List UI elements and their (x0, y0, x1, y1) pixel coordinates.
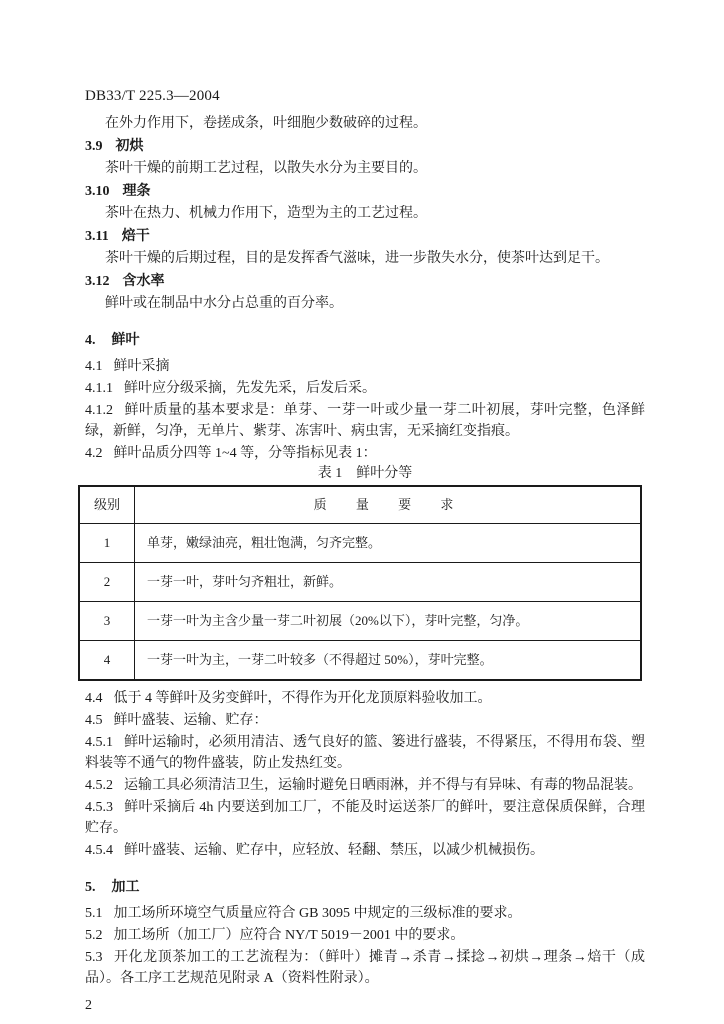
clause-4-5 (85, 710, 645, 731)
clause-text: 鲜叶采摘 (113, 359, 170, 374)
quality-cell: 单芽，嫩绿油亮，粗壮饱满，匀齐完整。 (135, 524, 642, 563)
term-heading-3-9 (85, 135, 645, 157)
clause-number: 4.5.3 (85, 800, 113, 815)
clause-number: 5.1 (85, 906, 103, 921)
term-title: 初烘 (115, 137, 144, 153)
table-row (79, 602, 641, 641)
clause-text: 鲜叶盛装、运输、贮存中，应轻放、轻翻、禁压，以减少机械损伤。 (124, 843, 544, 858)
term-number: 3.9 (85, 139, 103, 154)
clause-number: 4.5 (85, 713, 103, 728)
grade-cell: 1 (79, 524, 135, 563)
table-row (79, 524, 641, 563)
section-number: 5. (85, 880, 96, 895)
term-title: 理条 (122, 182, 151, 198)
clause-number: 5.2 (85, 928, 103, 943)
clause-4-5-4 (85, 840, 645, 861)
term-definition-3-10: 茶叶在热力、机械力作用下，造型为主的工艺过程。 (105, 206, 427, 221)
term-heading-3-12 (85, 270, 645, 292)
clause-text: 加工场所环境空气质量应符合 GB 3095 中规定的三级标准的要求。 (113, 906, 522, 921)
quality-cell: 一芽一叶为主含少量一芽二叶初展（20%以下），芽叶完整，匀净。 (135, 602, 642, 641)
table-header-row (79, 486, 641, 524)
quality-cell: 一芽一叶为主，一芽二叶较多（不得超过 50%），芽叶完整。 (135, 641, 642, 681)
fresh-leaf-grade-table (78, 485, 642, 681)
page-number: 2 (85, 998, 92, 1013)
clause-5-2 (85, 925, 645, 946)
clause-4-1 (85, 356, 645, 377)
clause-number: 4.5.2 (85, 778, 113, 793)
clause-text: 运输工具必须清洁卫生，运输时避免日晒雨淋，并不得与有异味、有毒的物品混装。 (124, 778, 642, 793)
clause-5-1 (85, 903, 645, 924)
grade-cell: 3 (79, 602, 135, 641)
clause-text: 开化龙顶茶加工的工艺流程为：（鲜叶）摊青→杀青→揉捻→初烘→理条→焙干（成品）。各工序工艺规范见附录 A（资料性附录）。 (85, 950, 645, 986)
table-row (79, 641, 641, 681)
term-definition-3-12: 鲜叶或在制品中水分占总重的百分率。 (105, 296, 343, 311)
quality-cell: 一芽一叶，芽叶匀齐粗壮，新鲜。 (135, 563, 642, 602)
table-row (79, 563, 641, 602)
table-caption: 表 1 鲜叶分等 (317, 466, 413, 481)
clause-text: 鲜叶品质分四等 1~4 等，分等指标见表 1： (113, 446, 377, 461)
section-title: 鲜叶 (111, 331, 140, 347)
section-number: 4. (85, 333, 96, 348)
clause-4-5-3 (85, 797, 645, 839)
term-title: 焙干 (121, 227, 150, 243)
continued-definition: 在外力作用下，卷搓成条，叶细胞少数破碎的过程。 (105, 116, 427, 131)
clause-number: 5.3 (85, 950, 103, 965)
header-quality-requirement: 质 量 要 求 (135, 486, 642, 524)
section-title: 加工 (111, 878, 140, 894)
clause-4-1-2 (85, 400, 645, 442)
clause-4-1-1 (85, 378, 645, 399)
clause-number: 4.5.4 (85, 843, 113, 858)
grade-cell: 4 (79, 641, 135, 681)
clause-number: 4.1.1 (85, 381, 113, 396)
clause-text: 鲜叶运输时，必须用清洁、透气良好的篮、篓进行盛装，不得紧压，不得用布袋、塑料装等不通气的物件盛装，防止发热红变。 (85, 735, 645, 771)
term-number: 3.12 (85, 274, 110, 289)
header-grade: 级别 (79, 486, 135, 524)
clause-number: 4.4 (85, 691, 103, 706)
clause-5-3 (85, 947, 645, 989)
clause-4-5-1 (85, 732, 645, 774)
term-definition-3-9: 茶叶干燥的前期工艺过程，以散失水分为主要目的。 (105, 161, 427, 176)
clause-4-2 (85, 443, 645, 464)
clause-number: 4.5.1 (85, 735, 113, 750)
term-title: 含水率 (122, 272, 165, 288)
clause-text: 低于 4 等鲜叶及劣变鲜叶，不得作为开化龙顶原料验收加工。 (113, 691, 492, 706)
grade-cell: 2 (79, 563, 135, 602)
doc-number: DB33/T 225.3—2004 (85, 88, 220, 104)
clause-text: 鲜叶应分级采摘，先发先采，后发后采。 (124, 381, 376, 396)
term-number: 3.11 (85, 229, 109, 244)
clause-text: 鲜叶采摘后 4h 内要送到加工厂，不能及时运送茶厂的鲜叶，要注意保质保鲜，合理贮存。 (85, 800, 645, 836)
term-heading-3-10 (85, 180, 645, 202)
clause-text: 加工场所（加工厂）应符合 NY/T 5019－2001 中的要求。 (113, 928, 465, 943)
clause-number: 4.1 (85, 359, 103, 374)
clause-number: 4.2 (85, 446, 103, 461)
clause-number: 4.1.2 (85, 403, 113, 418)
clause-4-4 (85, 688, 645, 709)
section-heading-5 (85, 876, 645, 898)
clause-text: 鲜叶质量的基本要求是：单芽、一芽一叶或少量一芽二叶初展，芽叶完整，色泽鲜绿，新鲜，匀净，无单片、紫芽、冻害叶、病虫害，无采摘红变指痕。 (85, 403, 645, 439)
term-heading-3-11 (85, 225, 645, 247)
term-definition-3-11: 茶叶干燥的后期过程，目的是发挥香气滋味，进一步散失水分，使茶叶达到足干。 (105, 251, 609, 266)
term-number: 3.10 (85, 184, 110, 199)
clause-4-5-2 (85, 775, 645, 796)
section-heading-4 (85, 329, 645, 351)
clause-text: 鲜叶盛装、运输、贮存： (113, 713, 268, 728)
